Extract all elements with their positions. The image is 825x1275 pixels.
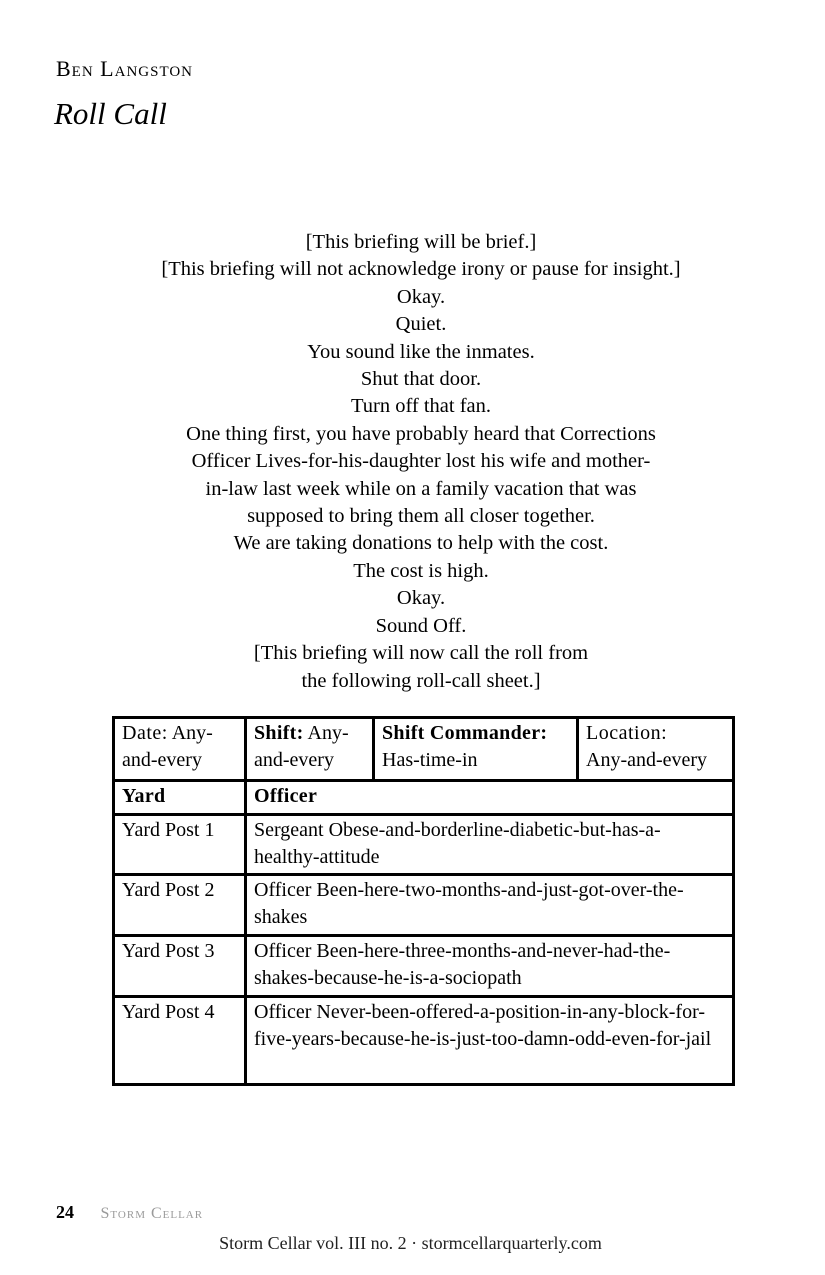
location-label: Location: (586, 722, 668, 744)
sheet-info-row (114, 718, 734, 781)
officer-name: Officer Never-been-offered-a-position-in-any-block-for-five-years-because-he-is-just-too-damn-odd-even-for-jail (246, 997, 734, 1085)
poem-line: [This briefing will be brief.] (305, 231, 537, 253)
poem-body (0, 229, 825, 695)
officer-name: Sergeant Obese-and-borderline-diabetic-but-has-a-healthy-attitude (246, 815, 734, 875)
date-label: Date: (122, 722, 168, 744)
shift-label: Shift: (254, 722, 304, 744)
author-name: Ben Langston (56, 56, 194, 81)
table-row (114, 997, 734, 1085)
yard-post: Yard Post 3 (114, 936, 246, 997)
poem-line: supposed to bring them all closer together. (247, 505, 595, 528)
yard-post: Yard Post 2 (114, 875, 246, 936)
shift-commander-cell (374, 718, 578, 781)
poem-line: [This briefing will now call the roll from (253, 642, 589, 665)
poem-line: We are taking donations to help with the cost. (233, 532, 609, 555)
officer-name: Officer Been-here-two-months-and-just-got-over-the-shakes (246, 875, 734, 936)
running-head: Storm Cellar (100, 1205, 204, 1222)
poem-line: in-law last week while on a family vacation that was (205, 477, 637, 500)
officer-name: Officer Been-here-three-months-and-never-had-the-shakes-because-he-is-a-sociopath (246, 936, 734, 997)
poem-line: Quiet. (395, 313, 447, 336)
column-header-yard: Yard (114, 781, 246, 815)
shift-commander-label: Shift Commander: (382, 722, 548, 744)
column-header-officer: Officer (246, 781, 734, 815)
poem-line: Officer Lives-for-his-daughter lost his wife and mother- (191, 450, 651, 473)
poem-line: Sound Off. (375, 614, 467, 637)
date-value-b: and-every (122, 749, 202, 771)
shift-commander-value: Has-time-in (382, 749, 478, 771)
page-footer-head (56, 1202, 203, 1223)
poem-line: [This briefing will not acknowledge irony or pause for insight.] (161, 258, 681, 281)
poem-line: The cost is high. (353, 559, 489, 582)
poem-title: Roll Call (54, 96, 167, 131)
poem-line: the following roll-call sheet.] (301, 669, 541, 692)
table-row (114, 936, 734, 997)
column-header-row (114, 781, 734, 815)
poem-line: Okay. (396, 285, 446, 308)
yard-post: Yard Post 1 (114, 815, 246, 875)
poem-line: Okay. (396, 587, 446, 610)
shift-value-a: Any- (307, 722, 349, 744)
location-value: Any-and-every (586, 749, 708, 771)
table-row (114, 815, 734, 875)
table-row (114, 875, 734, 936)
publication-footer (0, 1233, 825, 1254)
publication-line: Storm Cellar vol. III no. 2 · stormcellarquarterly.com (219, 1233, 602, 1253)
poem-line: You sound like the inmates. (307, 340, 535, 363)
poem-line: Shut that door. (360, 368, 482, 391)
poem-line: One thing first, you have probably heard that Corrections (186, 422, 656, 445)
date-value-a: Any- (171, 722, 213, 744)
shift-cell (246, 718, 374, 781)
roll-call-sheet (112, 716, 735, 1086)
page-number: 24 (56, 1202, 74, 1222)
poem-line: Turn off that fan. (350, 395, 492, 418)
shift-value-b: and-every (254, 749, 334, 771)
yard-post: Yard Post 4 (114, 997, 246, 1085)
location-cell (578, 718, 734, 781)
date-cell (114, 718, 246, 781)
